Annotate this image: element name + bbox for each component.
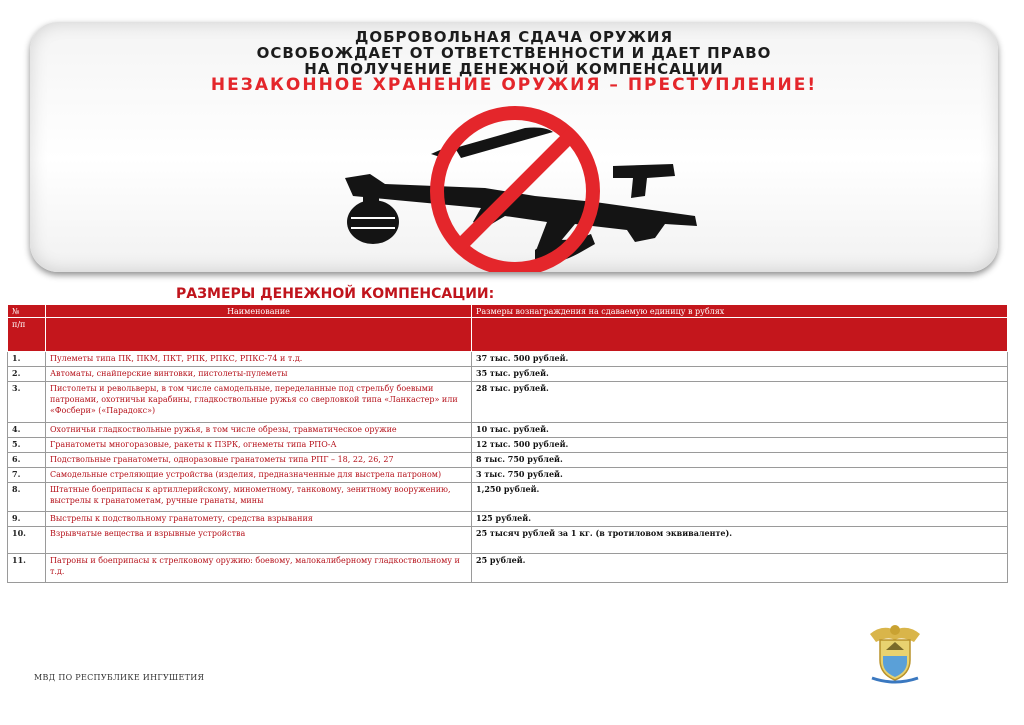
section-title: РАЗМЕРЫ ДЕНЕЖНОЙ КОМПЕНСАЦИИ: [176,286,495,302]
row-name: Охотничьи гладкоствольные ружья, в том числе обрезы, травматическое оружие [46,423,472,438]
row-amount: 25 рублей. [472,554,1008,583]
row-number: 3. [8,382,46,423]
banner-warning: НЕЗАКОННОЕ ХРАНЕНИЕ ОРУЖИЯ – ПРЕСТУПЛЕНИЕ! [210,75,818,95]
row-amount: 28 тыс. рублей. [472,382,1008,423]
row-name: Патроны и боеприпасы к стрелковому оружию: боевому, малокалиберному гладкоствольному и т.д. [46,554,472,583]
banner-line-3: НА ПОЛУЧЕНИЕ ДЕНЕЖНОЙ КОМПЕНСАЦИИ [304,60,724,78]
row-amount: 1,250 рублей. [472,483,1008,512]
footer-org: МВД ПО РЕСПУБЛИКЕ ИНГУШЕТИЯ [34,673,205,682]
header-number [8,305,46,352]
compensation-table [7,304,1008,583]
row-amount: 35 тыс. рублей. [472,367,1008,382]
table-row [8,367,1008,382]
table-row [8,382,1008,423]
row-number: 5. [8,438,46,453]
table-row [8,527,1008,554]
table-row [8,438,1008,453]
row-number: 7. [8,468,46,483]
row-amount: 125 рублей. [472,512,1008,527]
row-number: 6. [8,453,46,468]
header-number-line2: п/п [12,320,26,329]
row-name: Выстрелы к подствольному гранатомету, средства взрывания [46,512,472,527]
table-row [8,468,1008,483]
row-name: Пулеметы типа ПК, ПКМ, ПКТ, РПК, РПКС, РПКС-74 и т.д. [46,352,472,367]
row-amount: 37 тыс. 500 рублей. [472,352,1008,367]
row-name: Гранатометы многоразовые, ракеты к ПЗРК, огнеметы типа РПО-А [46,438,472,453]
row-number: 1. [8,352,46,367]
row-number: 11. [8,554,46,583]
row-number: 2. [8,367,46,382]
header-amount-label: Размеры вознаграждения на сдаваемую единицу в рублях [472,305,1007,318]
table-row [8,453,1008,468]
header-amount [472,305,1008,352]
row-amount: 8 тыс. 750 рублей. [472,453,1008,468]
row-amount: 25 тысяч рублей за 1 кг. (в тротиловом эквиваленте). [472,527,1008,554]
row-name: Самодельные стреляющие устройства (изделия, предназначенные для выстрела патроном) [46,468,472,483]
table-row [8,483,1008,512]
header-name-label: Наименование [46,305,471,318]
row-number: 10. [8,527,46,554]
row-name: Взрывчатые вещества и взрывные устройства [46,527,472,554]
pistol-icon [613,164,675,198]
row-number: 8. [8,483,46,512]
header-number-line1: № [8,305,45,318]
banner [30,22,998,272]
row-number: 4. [8,423,46,438]
table-row [8,423,1008,438]
banner-line-2: ОСВОБОЖДАЕТ ОТ ОТВЕТСТВЕННОСТИ И ДАЕТ ПРАВО [256,44,772,62]
row-amount: 10 тыс. рублей. [472,423,1008,438]
table-row [8,512,1008,527]
row-name: Автоматы, снайперские винтовки, пистолеты-пулеметы [46,367,472,382]
table-row [8,554,1008,583]
row-name: Штатные боеприпасы к артиллерийскому, минометному, танковому, зенитному вооружению, выстрелы к гранатометам, ручные гранаты, мины [46,483,472,512]
row-amount: 3 тыс. 750 рублей. [472,468,1008,483]
header-name [46,305,472,352]
prohibition-sign-icon [235,88,795,272]
row-name: Пистолеты и револьверы, в том числе самодельные, переделанные под стрельбу боевыми патронами, охотничьи карабины, гладкоствольные ружья со сверловкой типа «Ланкастер» или «Фосбери» («Парадокс») [46,382,472,423]
row-amount: 12 тыс. 500 рублей. [472,438,1008,453]
row-number: 9. [8,512,46,527]
banner-line-1: ДОБРОВОЛЬНАЯ СДАЧА ОРУЖИЯ [354,28,673,46]
emblem-icon [862,620,928,684]
row-name: Подствольные гранатометы, одноразовые гранатометы типа РПГ – 18, 22, 26, 27 [46,453,472,468]
table-header-row [8,305,1008,352]
table-row [8,352,1008,367]
